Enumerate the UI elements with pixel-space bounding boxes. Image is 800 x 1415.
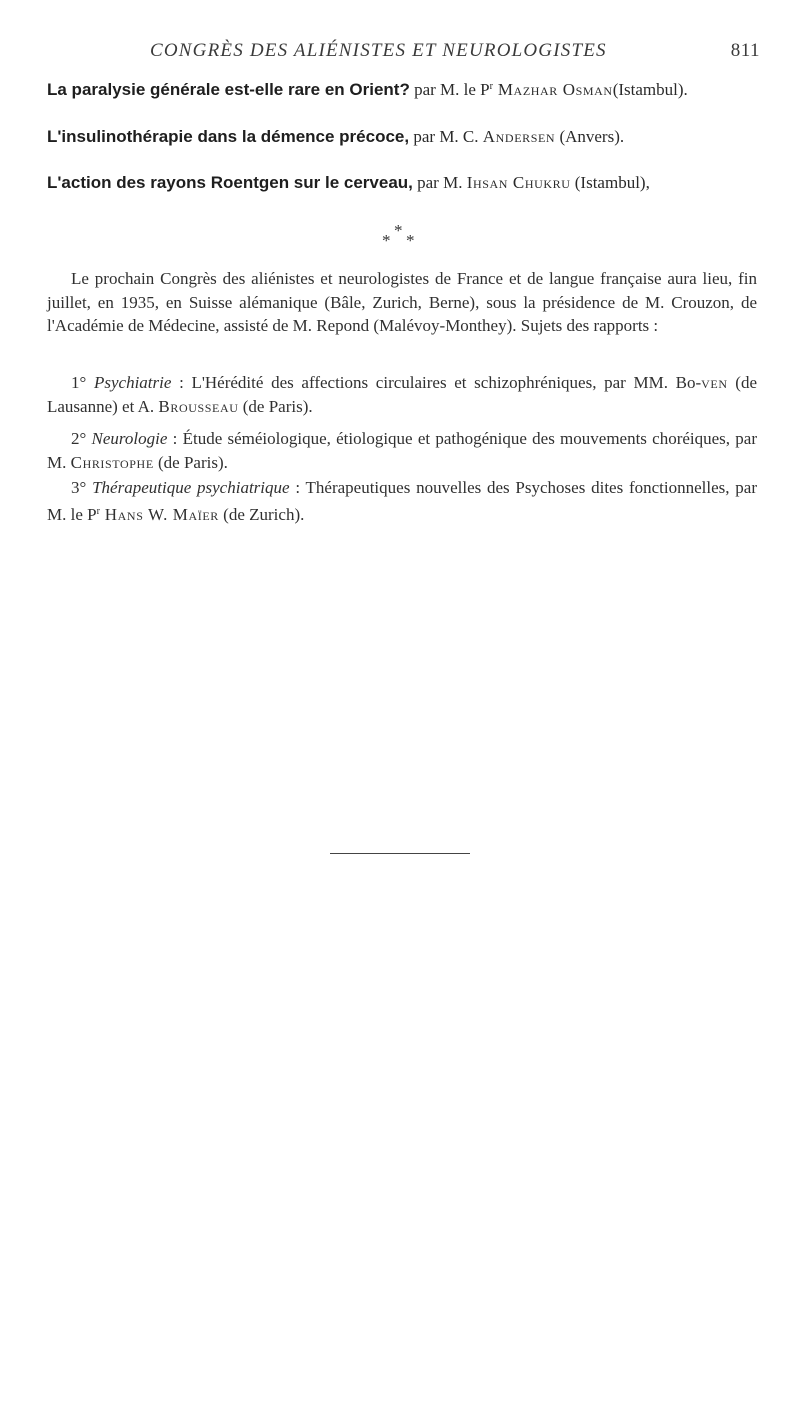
asterism-divider (378, 222, 422, 252)
communication-by: par M. le P (409, 80, 490, 99)
communication-place: (Anvers). (555, 127, 625, 146)
running-head (150, 40, 760, 66)
asterism-star: * (394, 221, 403, 240)
report-item (47, 476, 757, 526)
report-number: 1° (71, 373, 87, 392)
title-abbrev-sup: r (489, 81, 493, 92)
page-number: 811 (730, 40, 760, 61)
asterism-star: * (382, 231, 391, 250)
report-text: : Étude séméiologique, étiologique et pathogénique des mouvements choréiques, par M. (47, 429, 757, 472)
communication-entry (47, 127, 757, 147)
asterism-star: * (406, 231, 415, 250)
report-author: Hans W. Maïer (99, 504, 219, 524)
communication-title: L'action des rayons Roentgen sur le cerveau, (47, 173, 413, 192)
communication-entry (47, 80, 757, 100)
report-field: Neurologie (91, 429, 168, 448)
report-text: : Thérapeutiques nouvelles des Psychoses dites fonctionnelles, par M. le P (47, 478, 758, 524)
communication-entry (47, 173, 757, 193)
report-field: Thérapeutique psychiatrique (92, 478, 290, 497)
report-text: : L'Hérédité des affections circulaires et schizophréniques, par MM. Bo- (171, 373, 702, 392)
communication-title: La paralysie générale est-elle rare en Orient? (47, 80, 410, 99)
report-number: 3° (71, 478, 87, 497)
communication-author: Andersen (482, 127, 556, 146)
title-abbrev-sup: r (96, 505, 100, 517)
communication-author: Mazhar Osman (492, 80, 613, 99)
communication-by: par M. C. (409, 127, 483, 146)
communication-title: L'insulinothérapie dans la démence précoce, (47, 127, 410, 146)
announcement-text: Le prochain Congrès des aliénistes et neurologistes de France et de langue française aura lieu, fin juillet, en 1935, en Suisse alémanique (Bâle, Zurich, Berne), sous la présidence de M. Crouzon, de l'Académie de Médecine, assisté de M. Repond (Malévoy-Monthey). Sujets des rapports : (47, 269, 757, 335)
announcement-paragraph (47, 267, 757, 338)
running-head-title: CONGRÈS DES ALIÉNISTES ET NEUROLOGISTES (150, 40, 607, 61)
report-text: (de Paris). (153, 452, 228, 472)
report-author: ven (701, 373, 728, 392)
communication-by: par M. (412, 173, 467, 192)
report-text: (de Zurich). (218, 504, 305, 524)
report-text: (de Lausanne) et A. (47, 373, 757, 416)
report-author: Brousseau (158, 396, 239, 416)
report-item (47, 371, 757, 418)
report-item (47, 427, 757, 474)
end-rule (330, 853, 470, 854)
report-field: Psychiatrie (93, 373, 172, 392)
communication-author: Ihsan Chukru (466, 173, 571, 192)
communication-place: (Istambul). (612, 80, 688, 99)
report-number: 2° (71, 429, 87, 448)
report-author: Christophe (70, 452, 154, 472)
report-text: (de Paris). (238, 396, 313, 416)
communication-place: (Istambul), (570, 173, 650, 192)
